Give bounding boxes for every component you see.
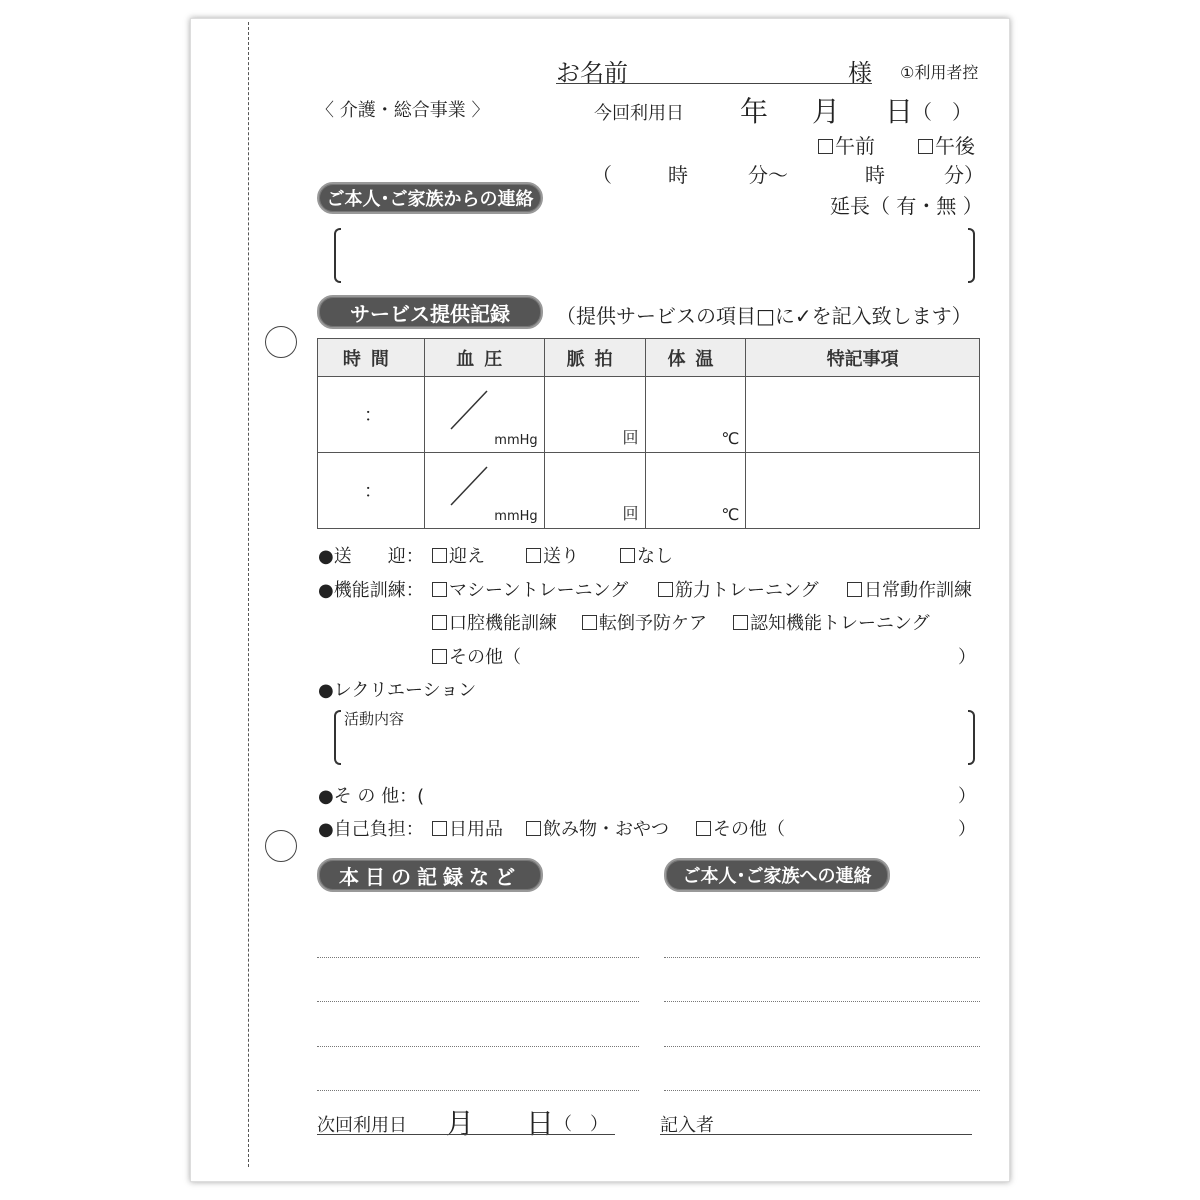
option-text: 日常動作訓練 (864, 580, 972, 601)
option-text: 送り (543, 546, 579, 567)
next-day-label: 日 (526, 1107, 555, 1140)
service-record-note: （提供サービスの項目□に✓を記入致します） (556, 304, 972, 328)
pulse-unit: 回 (622, 428, 639, 447)
checkbox[interactable] (526, 548, 541, 563)
contact-from-family-title: ご本人･ご家族からの連絡 (317, 182, 543, 214)
training-other[interactable] (432, 643, 521, 669)
col-time: 時間 (318, 339, 425, 377)
temp-cell[interactable] (645, 453, 746, 529)
honorific: 様 (848, 59, 872, 87)
others-label: ●そ の 他：( (318, 786, 425, 807)
am-option[interactable] (818, 130, 875, 159)
copay-close: ） (958, 819, 976, 840)
training-daily[interactable] (847, 576, 972, 602)
record-line[interactable] (317, 1090, 639, 1091)
bp-slash (449, 465, 489, 507)
service-record-title: サービス提供記録 (317, 295, 543, 329)
option-text: 口腔機能訓練 (449, 613, 557, 634)
pulse-cell[interactable] (544, 377, 645, 453)
time-cell[interactable] (318, 453, 425, 529)
bp-slash (449, 389, 489, 431)
bp-unit: mmHg (494, 509, 538, 524)
writer-label: 記入者 (660, 1115, 714, 1136)
day-label: 日 (885, 95, 914, 128)
recreation-bracket-right (968, 710, 975, 765)
time-colon: ： (364, 405, 382, 426)
checkbox[interactable] (432, 582, 447, 597)
training-cognitive[interactable] (733, 609, 930, 635)
col-pulse: 脈拍 (544, 339, 645, 377)
time-colon: ： (364, 481, 382, 502)
contact-line[interactable] (664, 957, 980, 958)
training-other-close: ） (958, 647, 976, 668)
vitals-table (317, 338, 980, 529)
start-hour-label: 時 (668, 163, 688, 187)
training-machine[interactable] (432, 576, 628, 602)
record-line[interactable] (317, 1046, 639, 1047)
category-label: 〈 介護・総合事業 〉 (316, 100, 490, 121)
next-weekday-paren: （ ） (554, 1114, 608, 1135)
copay-drinks[interactable] (526, 815, 669, 841)
checkbox[interactable] (582, 615, 597, 630)
copay-daily-goods[interactable] (432, 815, 503, 841)
transport-none[interactable] (620, 542, 673, 568)
temp-unit: ℃ (721, 429, 740, 448)
checkbox[interactable] (733, 615, 748, 630)
option-text: 日用品 (449, 819, 503, 840)
option-text: 認知機能トレーニング (750, 613, 930, 634)
contact-to-family-title: ご本人･ご家族への連絡 (664, 858, 890, 892)
copay-other[interactable] (696, 815, 785, 841)
checkbox[interactable] (696, 821, 711, 836)
activity-label: 活動内容 (344, 710, 405, 728)
today-label: 今回利用日 (594, 103, 684, 124)
end-minute-label: 分） (944, 163, 984, 187)
copy-label: ①利用者控 (900, 63, 979, 82)
binder-hole-bottom (265, 830, 297, 862)
checkbox[interactable] (526, 821, 541, 836)
option-text: 飲み物・おやつ (543, 819, 669, 840)
next-visit-underline[interactable] (317, 1134, 615, 1135)
perforation-line (248, 22, 249, 1167)
bp-cell[interactable] (424, 453, 544, 529)
contact-line[interactable] (664, 1001, 980, 1002)
training-label: ●機能訓練： (318, 580, 424, 601)
year-label: 年 (740, 95, 769, 128)
training-strength[interactable] (658, 576, 819, 602)
copay-label: ●自己負担： (318, 819, 424, 840)
today-record-title: 本日の記録など (317, 858, 543, 892)
option-text: その他（ (449, 647, 521, 668)
contact-line[interactable] (664, 1046, 980, 1047)
checkbox[interactable] (432, 548, 447, 563)
checkbox[interactable] (847, 582, 862, 597)
temp-cell[interactable] (645, 377, 746, 453)
notes-cell[interactable] (746, 377, 980, 453)
binder-hole-top (265, 326, 297, 358)
pulse-cell[interactable] (544, 453, 645, 529)
weekday-paren: （ ） (912, 100, 972, 124)
am-text: 午前 (835, 134, 875, 158)
option-text: 筋力トレーニング (675, 580, 819, 601)
contact-line[interactable] (664, 1090, 980, 1091)
next-visit-label: 次回利用日 (317, 1115, 407, 1136)
name-label: お名前 (556, 59, 628, 87)
training-oral[interactable] (432, 609, 557, 635)
month-label: 月 (812, 95, 841, 128)
am-checkbox[interactable] (818, 139, 833, 154)
pulse-unit: 回 (622, 504, 639, 523)
time-cell[interactable] (318, 377, 425, 453)
checkbox[interactable] (658, 582, 673, 597)
pm-text: 午後 (935, 134, 975, 158)
transport-dropoff[interactable] (526, 542, 579, 568)
recreation-bracket-left (334, 710, 341, 765)
others-close: ） (958, 786, 976, 807)
table-row (318, 377, 980, 453)
name-underline (556, 83, 872, 84)
col-temperature: 体温 (645, 339, 746, 377)
option-text: 迎え (449, 546, 485, 567)
recreation-label: ●レクリエーション (318, 680, 477, 701)
checkbox[interactable] (620, 548, 635, 563)
option-text: その他（ (713, 819, 785, 840)
time-open-paren: （ (592, 163, 612, 187)
record-line[interactable] (317, 957, 639, 958)
writer-underline[interactable] (660, 1134, 972, 1135)
pm-checkbox[interactable] (918, 139, 933, 154)
extension-label: 延長（ 有・無 ） (830, 194, 983, 218)
option-text: マシーントレーニング (449, 580, 629, 601)
option-text: なし (637, 546, 673, 567)
checkbox[interactable] (432, 615, 447, 630)
vitals-header-row (318, 339, 980, 377)
contact-bracket-left (334, 228, 341, 283)
col-notes: 特記事項 (746, 339, 980, 377)
checkbox[interactable] (432, 649, 447, 664)
notes-cell[interactable] (746, 453, 980, 529)
training-fall[interactable] (582, 609, 707, 635)
table-row (318, 453, 980, 529)
next-month-label: 月 (446, 1107, 475, 1140)
start-minute-label: 分～ (748, 163, 788, 187)
checkbox[interactable] (432, 821, 447, 836)
end-hour-label: 時 (865, 163, 885, 187)
transport-label: ●送 迎： (318, 546, 424, 567)
transport-pickup[interactable] (432, 542, 485, 568)
bp-unit: mmHg (494, 433, 538, 448)
option-text: 転倒予防ケア (599, 613, 707, 634)
contact-bracket-right (968, 228, 975, 283)
pm-option[interactable] (918, 130, 975, 159)
record-line[interactable] (317, 1001, 639, 1002)
temp-unit: ℃ (721, 505, 740, 524)
col-blood-pressure: 血圧 (424, 339, 544, 377)
bp-cell[interactable] (424, 377, 544, 453)
